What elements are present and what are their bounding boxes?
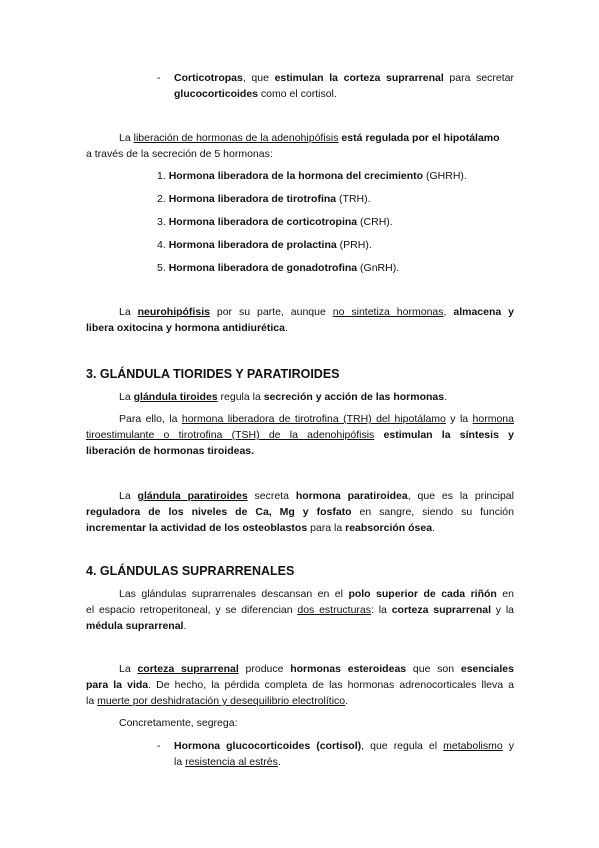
text-run: para la vida (86, 679, 149, 691)
paragraph-suprarrenales (86, 586, 514, 634)
paragraph-adenohipofisis (86, 130, 516, 162)
text-run: y la (445, 413, 473, 425)
text-run: dos estructuras (297, 604, 372, 616)
text-run: está (338, 132, 366, 144)
text-run: polo superior de cada riñón (348, 588, 497, 600)
text-run: y la (491, 604, 514, 616)
text-run: a través de la secreción de 5 hormonas: (86, 148, 273, 160)
text-run: . (432, 522, 435, 534)
text-run: glándula tiroides (133, 391, 218, 403)
paragraph-trh-tsh (86, 411, 514, 459)
paragraph-concretamente: Concretamente, segrega: (119, 717, 238, 729)
text-run: hormonas esteroideas (290, 663, 407, 675)
text-run: . (345, 695, 349, 707)
text-run: La (119, 306, 138, 318)
text-run: como el cortisol. (258, 88, 337, 100)
text-run: corteza suprarrenal (391, 604, 492, 616)
text-run: La (119, 490, 138, 502)
bullet-dash: - (157, 740, 161, 752)
text-run: la (86, 695, 98, 707)
text-run: el espacio retroperitoneal, y se diferencian (86, 604, 298, 616)
text-run: y (502, 740, 515, 752)
text-run: Las glándulas suprarrenales descansan en el (119, 588, 349, 600)
text-run: regulada por el hipotálamo (365, 132, 500, 144)
text-run: la (174, 756, 186, 768)
text-run: libera oxitocina y hormona antidiurética (86, 322, 285, 334)
text-run: Corticotropas (174, 72, 243, 84)
paragraph-neurohipofisis (86, 304, 514, 336)
text-run: no sintetiza hormonas (332, 306, 444, 318)
text-run: , que regula el (361, 740, 444, 752)
text-run: tiroestimulante o tirotrofina (TSH) de la adenohipófisis (86, 429, 375, 441)
text-run: que son (406, 663, 461, 675)
bullet-corticotropas (174, 70, 514, 102)
text-run: liberación de hormonas tiroideas. (86, 445, 255, 457)
text-run: metabolismo (443, 740, 503, 752)
section-heading: 3. GLÁNDULA TIORIDES Y PARATIROIDES (86, 367, 340, 381)
text-run: reabsorción ósea (345, 522, 433, 534)
text-run: liberación de hormonas de la adenohipófisis (133, 132, 339, 144)
text-run: corteza suprarrenal (137, 663, 239, 675)
text-run: La (119, 663, 138, 675)
text-run: Hormona glucocorticoides (cortisol) (174, 740, 362, 752)
section-heading: 4. GLÁNDULAS SUPRARRENALES (86, 564, 295, 578)
text-run: . (277, 756, 281, 768)
text-run: secreción y acción de las hormonas (263, 391, 445, 403)
text-run: hormona liberadora de tirotrofina (TRH) del hipotálamo (181, 413, 446, 425)
text-run: en (496, 588, 514, 600)
text-run: . (284, 322, 288, 334)
text-run: glándula paratiroides (137, 490, 248, 502)
text-run: incrementar la actividad de los osteoblastos (86, 522, 308, 534)
text-run: neurohipófisis (137, 306, 210, 318)
text-run: esenciales (460, 663, 514, 675)
list-item: 1. Hormona liberadora de la hormona del crecimiento (GHRH). (157, 170, 467, 182)
list-item: 5. Hormona liberadora de gonadotrofina (GnRH). (157, 262, 400, 274)
text-run: , que (242, 72, 275, 84)
text-run: resistencia al estrés (185, 756, 278, 768)
text-run: La (119, 391, 134, 403)
text-run: , que es la principal (407, 490, 514, 502)
text-run: muerte por deshidratación y desequilibrio electrolítico (97, 695, 346, 707)
text-run: , (443, 306, 454, 318)
text-run: estimulan la síntesis y (374, 429, 514, 441)
text-run: en sangre, siendo su función (351, 506, 514, 518)
text-run: La (119, 132, 134, 144)
text-run: para la (307, 522, 346, 534)
text-run: reguladora de los niveles de Ca, Mg y fosfato (86, 506, 352, 518)
paragraph-tiroides (119, 389, 447, 405)
bullet-glucocorticoides (174, 738, 514, 770)
bullet-dash: - (157, 72, 161, 84)
list-item: 2. Hormona liberadora de tirotrofina (TRH). (157, 193, 371, 205)
text-run: hormona paratiroidea (295, 490, 408, 502)
text-run: . (183, 620, 187, 632)
text-run: secreta (247, 490, 296, 502)
paragraph-corteza (86, 661, 514, 709)
text-run: Para ello, la (119, 413, 182, 425)
text-run: estimulan la corteza suprarrenal (274, 72, 444, 84)
text-run: : la (371, 604, 392, 616)
text-run: glucocorticoides (174, 88, 259, 100)
paragraph-paratiroides (86, 488, 514, 536)
text-run: regula la (217, 391, 264, 403)
list-item: 3. Hormona liberadora de corticotropina (CRH). (157, 216, 393, 228)
text-run: produce (238, 663, 291, 675)
text-run: almacena y (453, 306, 514, 318)
text-run: hormona (472, 413, 514, 425)
text-run: médula suprarrenal (86, 620, 184, 632)
text-run: . De hecho, la pérdida completa de las hormonas adrenocorticales lleva a (148, 679, 515, 691)
list-item: 4. Hormona liberadora de prolactina (PRH). (157, 239, 372, 251)
text-run: para secretar (443, 72, 514, 84)
text-run: . (444, 391, 447, 403)
text-run: por su parte, aunque (209, 306, 333, 318)
